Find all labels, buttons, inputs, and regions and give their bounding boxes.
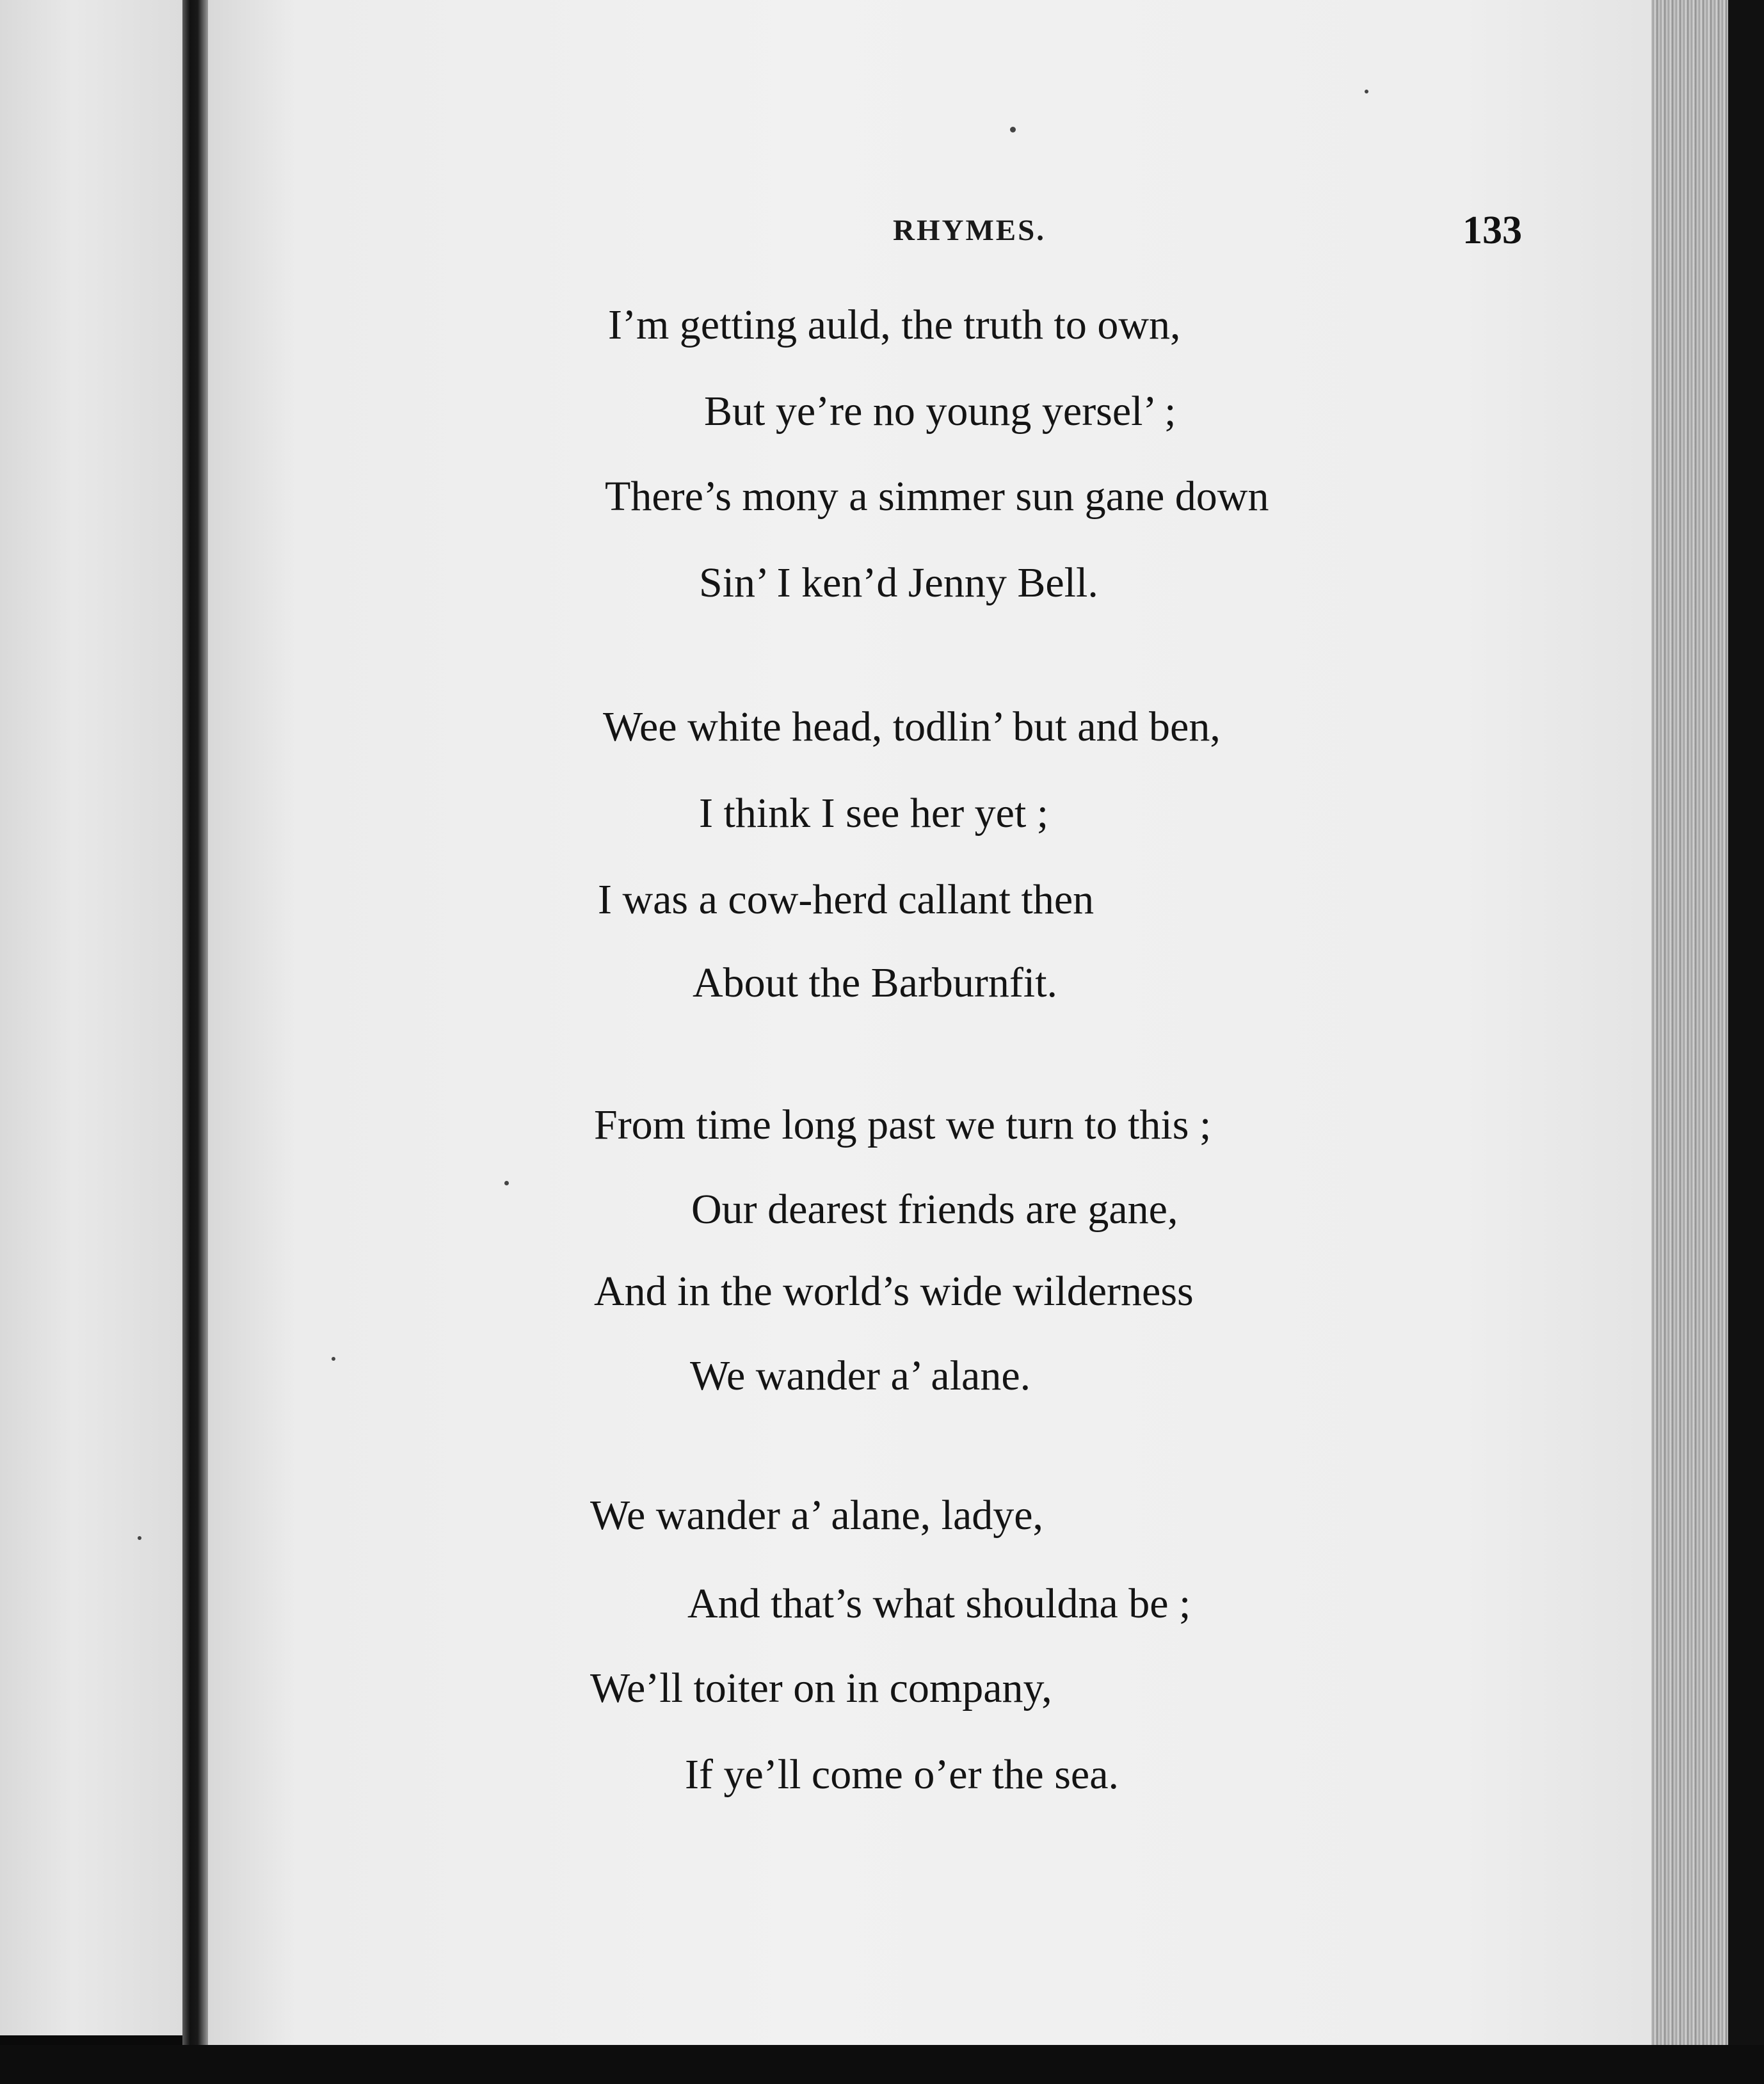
poem-line: I’m getting auld, the truth to own, xyxy=(608,301,1181,348)
page-stack-edges xyxy=(1651,0,1728,2074)
facing-page-edge xyxy=(0,0,182,2035)
poem-line: About the Barburnfit. xyxy=(693,959,1058,1006)
paper-speck xyxy=(332,1357,335,1361)
poem-line: But ye’re no young yersel’ ; xyxy=(704,388,1176,435)
poem-line: If ye’ll come o’er the sea. xyxy=(685,1751,1119,1798)
poem-line: I think I see her yet ; xyxy=(699,790,1049,837)
paper-speck xyxy=(1365,90,1368,93)
paper-speck xyxy=(138,1536,141,1540)
poem-line: Wee white head, todlin’ but and ben, xyxy=(603,703,1221,750)
scan-border-right xyxy=(1728,0,1764,2084)
poem-line: Sin’ I ken’d Jenny Bell. xyxy=(699,559,1098,606)
poem-line: We wander a’ alane, ladye, xyxy=(590,1492,1044,1539)
poem-line: And in the world’s wide wilderness xyxy=(594,1268,1194,1315)
poem-line: There’s mony a simmer sun gane down xyxy=(605,473,1269,520)
binding-gutter xyxy=(182,0,208,2045)
poem-line: We wander a’ alane. xyxy=(690,1352,1031,1399)
page-number: 133 xyxy=(1463,209,1522,252)
paper-speck xyxy=(504,1181,509,1185)
poem-line: I was a cow-herd callant then xyxy=(598,876,1094,923)
running-head: RHYMES. xyxy=(893,214,1046,247)
poem-line: Our dearest friends are gane, xyxy=(691,1186,1178,1233)
scan-border-bottom xyxy=(0,2045,1764,2084)
poem-line: We’ll toiter on in company, xyxy=(590,1665,1052,1711)
poem-line: From time long past we turn to this ; xyxy=(594,1102,1212,1148)
poem-line: And that’s what shouldna be ; xyxy=(687,1580,1191,1627)
paper-speck xyxy=(1010,127,1016,132)
